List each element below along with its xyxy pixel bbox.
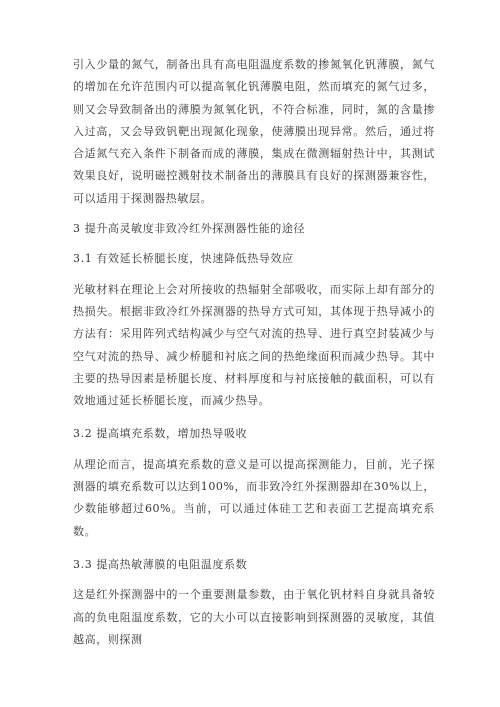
paragraph: 这是红外探测器中的一个重要测量参数，由于氧化钒材料自身就具备较高的负电阻温度系数，它的大小可以直接影响到探测器的灵敏度，其值越高，则探测 [73,588,435,646]
paragraph: 引入少量的氮气，制备出具有高电阻温度系数的掺氮氧化钒薄膜，氮气的增加在允许范围内可以提高氧化钒薄膜电阻，然而填充的氮气过多，则又会导致制备出的薄膜为氮氧化钒，不符合标准，同时，氮的含量掺入过高，又会导致钒靶出现氮化现象，使薄膜出现异常。然后，通过将合适氮气充入条件下制备而成的薄膜，集成在微测辐射热计中，其测试效果良好，说明磁控溅射技术制备出的薄膜具有良好的探测器兼容性，可以适用于探测器热敏层。 [73,58,435,205]
subsection-heading: 3.2 提高填充系数，增加热导吸收 [73,427,248,441]
subsection-heading: 3.3 提高热敏薄膜的电阻温度系数 [73,557,248,571]
subsection-heading: 3.1 有效延长桥腿长度，快速降低热导效应 [73,252,294,266]
section-heading: 3 提升高灵敏度非致冷红外探测器性能的途径 [73,222,306,236]
paragraph: 从理论而言，提高填充系数的意义是可以提高探测能力，目前，光子探测器的填充系数可以达到100%，而非致冷红外探测器却在30%以上，少数能够超过60%。当前，可以通过体硅工艺和表面工艺提高填充系数。 [73,457,435,538]
paragraph: 光敏材料在理论上会对所接收的热辐射全部吸收，而实际上却有部分的热损失。根据非致冷红外探测器的热导方式可知，其体现于热导减小的方法有：采用阵列式结构减少与空气对流的热导、进行真空封装减少与空气对流的热导、减少桥腿和衬底之间的热绝缘面积而减少热导。其中主要的热导因素是桥腿长度、材料厚度和与衬底接触的截面积，可以有效地通过延长桥腿长度，而减少热导。 [73,282,435,408]
document-body [73,54,435,651]
